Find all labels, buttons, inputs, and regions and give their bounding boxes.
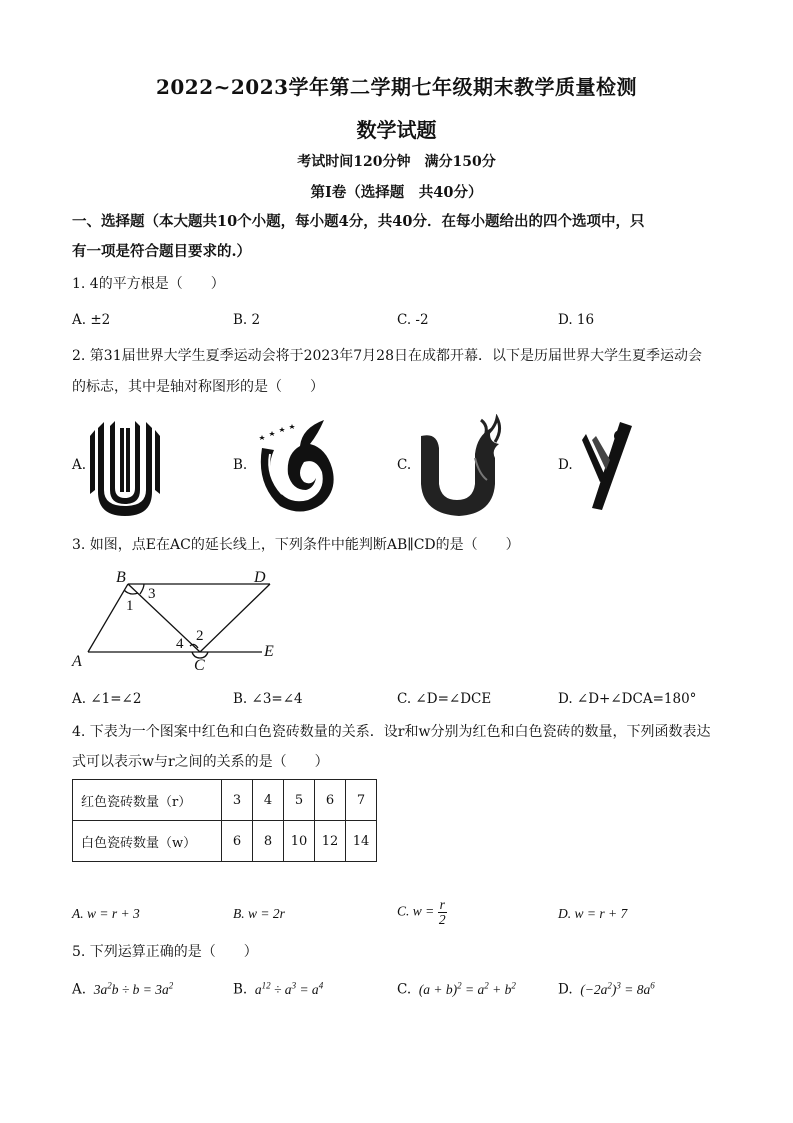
q2-option-c-label: C. [397, 457, 412, 473]
q2-option-d-label: D. [558, 457, 573, 473]
q3-option-b: B. ∠3=∠4 [233, 691, 303, 707]
q4-option-a: A. w = r + 3 [72, 906, 140, 921]
q3-geometry-figure [70, 568, 290, 676]
table-cell: 7 [346, 780, 377, 821]
angle-arc-3 [140, 584, 144, 594]
q5-option-d: D. $(-2a^2)^3 = 8a^6$ [558, 980, 655, 998]
q2-option-b-label: B. [233, 457, 248, 473]
segment-ba [88, 584, 128, 652]
exam-title: 2022~2023学年第二学期七年级期末教学质量检测 [155, 75, 638, 99]
q4-option-c-fraction [438, 898, 447, 927]
table-cell: 4 [253, 780, 284, 821]
table-cell: 10 [284, 821, 315, 862]
q1-option-c: C. -2 [397, 312, 429, 328]
q4-option-d: D. w = r + 7 [558, 906, 628, 921]
table-cell: 6 [222, 821, 253, 862]
logo-c-icon [415, 414, 505, 518]
q3-option-a: A. ∠1=∠2 [72, 691, 142, 707]
q4-option-c-prefix: C. w = [397, 903, 435, 919]
table-cell: 6 [315, 780, 346, 821]
q2-stem-line1: 2. 第31届世界大学生夏季运动会将于2023年7月28日在成都开幕．以下是历届世界大学生夏季运动会 [72, 348, 702, 364]
label-angle-3: 3 [148, 586, 156, 602]
q3-option-d: D. ∠D+∠DCA=180° [558, 691, 697, 707]
segment-dc [200, 584, 270, 652]
section-heading-line1: 一、选择题（本大题共10个小题，每小题4分，共40分．在每小题给出的四个选项中，只 [72, 213, 645, 230]
logo-d-icon [580, 418, 640, 518]
label-d: D [254, 569, 266, 586]
exam-info: 考试时间120分钟 满分150分 [297, 154, 496, 170]
table-row-white [73, 821, 377, 862]
q5-option-c-expr: $(a + b)^2 = a^2 + b^2$ [415, 980, 516, 997]
q4-stem-line2: 式可以表示w与r之间的关系的是（ ） [72, 754, 329, 770]
label-a: A [72, 653, 82, 670]
q1-option-b: B. 2 [233, 312, 261, 328]
label-e: E [264, 643, 274, 660]
logo-b-icon [252, 414, 342, 518]
q5-option-d-expr: $(-2a^2)^3 = 8a^6$ [576, 980, 655, 997]
q3-stem: 3. 如图，点E在AC的延长线上，下列条件中能判断AB∥CD的是（ ） [72, 537, 520, 553]
fraction-denominator: 2 [438, 912, 446, 927]
segment-bc [128, 584, 200, 652]
table-row-label-white: 白色瓷砖数量（w） [73, 821, 222, 862]
label-angle-2: 2 [196, 628, 204, 644]
q1-option-d: D. 16 [558, 312, 595, 328]
table-cell: 5 [284, 780, 315, 821]
q5-option-c: C. $(a + b)^2 = a^2 + b^2$ [397, 980, 516, 998]
label-c: C [194, 657, 205, 674]
q5-option-b-expr: $a^{12} \div a^3 = a^4$ [251, 980, 324, 997]
subject-title: 数学试题 [356, 118, 437, 142]
label-b: B [116, 569, 126, 586]
q5-option-a-expr: $3a^2b \div b = 3a^2$ [90, 980, 174, 997]
table-cell: 8 [253, 821, 284, 862]
fraction-numerator: r [439, 897, 445, 912]
label-angle-4: 4 [176, 636, 184, 652]
part-title: 第Ⅰ卷（选择题 共40分） [310, 184, 483, 201]
table-row-label-red: 红色瓷砖数量（r） [73, 780, 222, 821]
q5-option-b: B. $a^{12} \div a^3 = a^4$ [233, 980, 324, 998]
table-cell: 3 [222, 780, 253, 821]
logo-a-icon [90, 418, 160, 518]
table-cell: 14 [346, 821, 377, 862]
q1-stem: 1. 4的平方根是（ ） [72, 276, 225, 292]
q2-stem-line2: 的标志，其中是轴对称图形的是（ ） [72, 379, 324, 395]
q3-option-c: C. ∠D=∠DCE [397, 691, 492, 707]
q4-tiles-table [72, 779, 377, 862]
q1-option-a: A. ±2 [72, 312, 111, 328]
q4-option-b: B. w = 2r [233, 906, 285, 921]
q5-option-a: A. $3a^2b \div b = 3a^2$ [72, 980, 174, 998]
table-cell: 12 [315, 821, 346, 862]
q4-option-c [397, 898, 447, 927]
table-row-red [73, 780, 377, 821]
q2-option-a-label: A. [72, 457, 87, 473]
q4-stem-line1: 4. 下表为一个图案中红色和白色瓷砖数量的关系．设r和w分别为红色和白色瓷砖的数量，下列函数表达 [72, 724, 711, 740]
q5-stem: 5. 下列运算正确的是（ ） [72, 944, 258, 960]
label-angle-1: 1 [126, 598, 134, 614]
section-heading-line2: 有一项是符合题目要求的.） [72, 243, 252, 260]
